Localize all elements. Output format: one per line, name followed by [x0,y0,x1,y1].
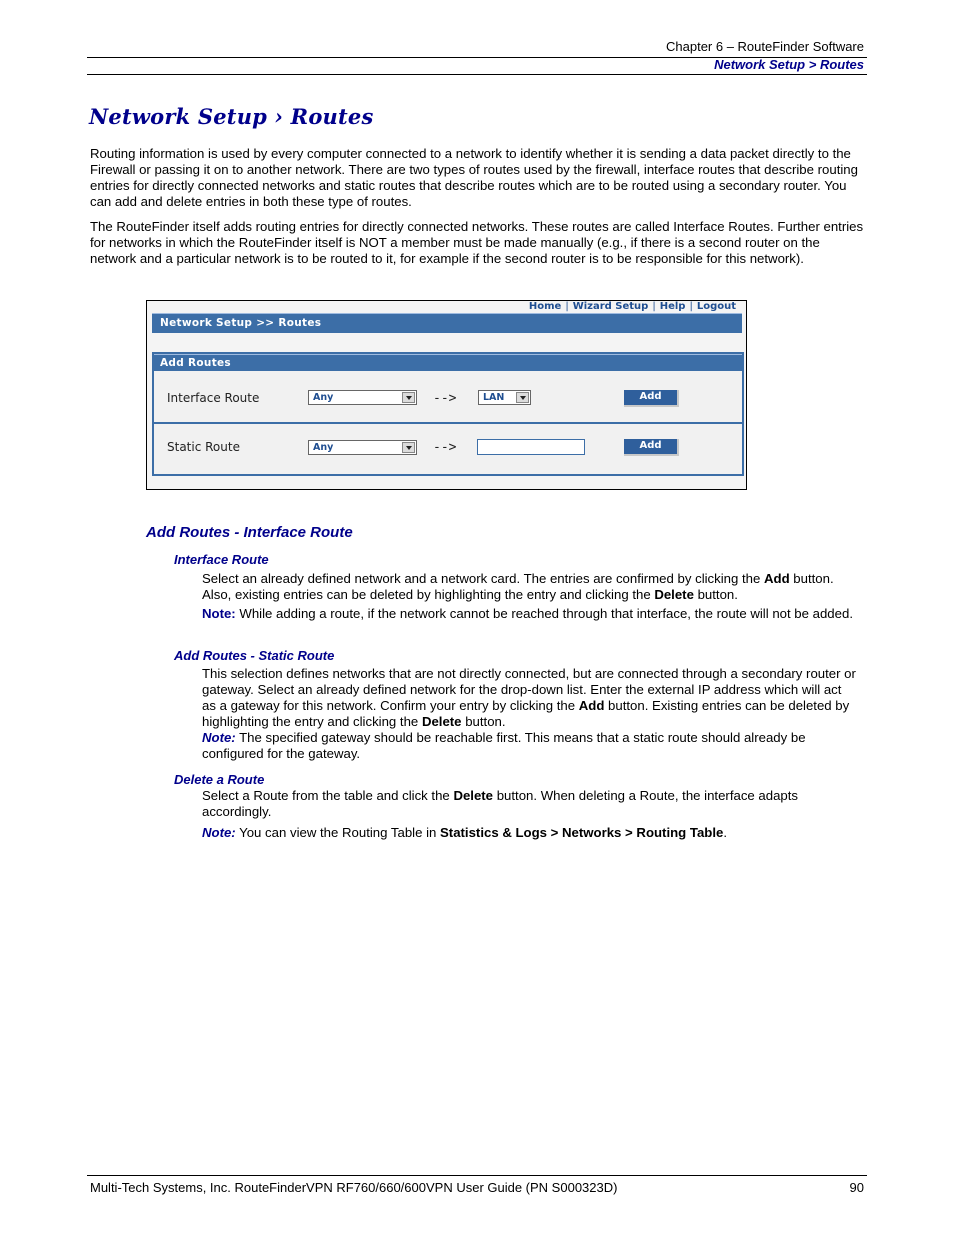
home-link[interactable]: Home [528,301,562,312]
gateway-input[interactable] [477,439,585,455]
delete-route-text: Select a Route from the table and click the Delete button. When deleting a Route, the interface adapts accordingly. [202,788,799,819]
wizard-setup-link[interactable]: Wizard Setup [572,301,649,312]
subheading-static-route: Add Routes - Static Route [174,648,335,663]
row-divider [154,422,742,424]
chevron-down-icon [402,392,415,403]
logout-link[interactable]: Logout [696,301,736,312]
subheading-interface-route: Interface Route [174,552,269,567]
running-header-section: Network Setup > Routes [714,57,864,72]
running-header-chapter: Chapter 6 – RouteFinder Software [666,39,864,54]
header-rule-lower [87,74,867,75]
add-routes-panel-title: Add Routes [160,357,231,369]
route-arrow: --> [433,440,457,455]
page-number: 90 [849,1180,864,1195]
intro-paragraph-2: The RouteFinder itself adds routing entries for directly connected networks. These routes are called Interface Routes. Further entries for networks in which the RouteFinder itself is NOT a member must be made manually (e.g., if there is a second router on the network and a particular network is to be routed to it, for example if the second router is to be responsible for this network). [90,219,864,266]
add-routes-panel-header [154,354,742,371]
add-button-label: Add [639,440,662,451]
interface-route-label: Interface Route [167,391,260,405]
interface-network-select[interactable] [308,390,417,405]
static-route-note: Note: The specified gateway should be reachable first. This means that a static route should already be configured for the gateway. [202,730,806,761]
delete-route-note: Note: You can view the Routing Table in Statistics & Logs > Networks > Routing Table. [202,825,728,840]
interface-value: LAN [483,392,505,403]
intro-paragraph-1: Routing information is used by every computer connected to a network to identify whether it is sending a data packet directly to the Firewall or passing it on to another network. There are two types of routes used by the firewall, interface routes that describe routing entries for directly connected networks and static routes that describe routes which are to be routed using a secondary router. You can add and delete entries in both these type of routes. [90,146,858,209]
interface-route-note: Note: While adding a route, if the network cannot be reached through that interface, the route will not be added. [202,606,853,621]
link-separator: | [689,301,693,312]
link-separator: | [652,301,656,312]
static-network-select[interactable] [308,440,417,455]
subheading-delete-route: Delete a Route [174,772,265,787]
help-link[interactable]: Help [659,301,686,312]
link-separator: | [565,301,569,312]
static-network-value: Any [313,442,334,453]
routes-screenshot [146,300,747,490]
interface-network-value: Any [313,392,334,403]
static-route-label: Static Route [167,440,240,454]
static-route-text: This selection defines networks that are not directly connected, but are connected through a secondary router or gateway. Select an already defined network for the drop-down list. Enter the external IP address which will act as a gateway for this network. Confirm your entry by clicking the Add button. Existing entries can be deleted by highlighting the entry and clicking the Delete button. [202,666,856,729]
page-title: Network Setup › Routes [89,104,374,129]
breadcrumb-bar [152,313,742,333]
interface-route-text: Select an already defined network and a network card. The entries are confirmed by clicking the Add button. Also, existing entries can be deleted by highlighting the entry and clicking the Delete button. [202,571,834,602]
interface-select[interactable] [478,390,531,405]
section-heading-add-routes: Add Routes - Interface Route [146,524,353,541]
add-interface-route-button[interactable] [624,390,679,407]
chevron-down-icon [402,442,415,453]
add-routes-panel [152,352,744,476]
route-arrow: --> [433,391,457,406]
breadcrumb: Network Setup >> Routes [160,317,322,329]
add-static-route-button[interactable] [624,439,679,456]
footer-text: Multi-Tech Systems, Inc. RouteFinderVPN RF760/660/600VPN User Guide (PN S000323D) [90,1180,618,1195]
add-button-label: Add [639,391,662,402]
footer-rule [87,1175,867,1176]
chevron-down-icon [516,392,529,403]
top-links [529,301,736,312]
